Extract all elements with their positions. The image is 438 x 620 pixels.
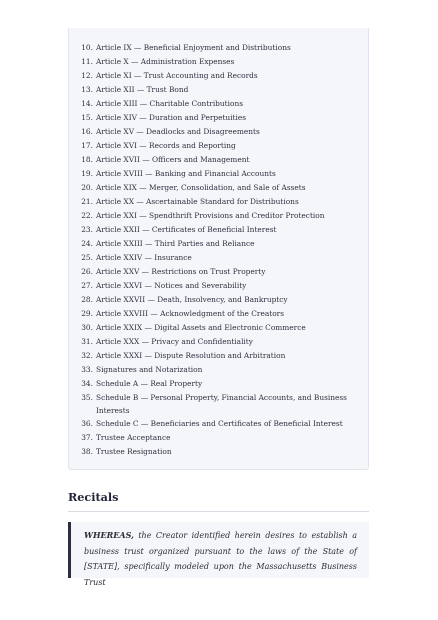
section-divider [68, 511, 369, 512]
toc-item[interactable] [69, 97, 368, 111]
toc-item[interactable] [69, 265, 368, 279]
toc-item-label: Article XXIX — Digital Assets and Electronic Commerce [96, 323, 306, 332]
toc-item[interactable] [69, 153, 368, 167]
toc-item-number: 26. [81, 267, 93, 276]
whereas-keyword: WHEREAS, [84, 530, 134, 540]
toc-item-label: Article XVI — Records and Reporting [96, 141, 236, 150]
toc-item-label: Trustee Resignation [96, 447, 172, 456]
toc-item[interactable] [69, 279, 368, 293]
toc-item[interactable] [69, 293, 368, 307]
toc-item-label: Schedule A — Real Property [96, 379, 203, 388]
toc-item[interactable] [69, 181, 368, 195]
toc-item-label: Article XVII — Officers and Management [96, 155, 250, 164]
toc-item-number: 20. [81, 183, 93, 192]
toc-item-number: 28. [81, 295, 93, 304]
toc-item-label: Schedule C — Beneficiaries and Certificates of Beneficial Interest [96, 419, 343, 428]
toc-item[interactable] [69, 209, 368, 223]
toc-item-label: Article XV — Deadlocks and Disagreements [96, 127, 260, 136]
toc-item-number: 24. [81, 239, 93, 248]
toc-item-label: Article XXV — Restrictions on Trust Property [96, 267, 266, 276]
toc-item[interactable] [69, 41, 368, 55]
toc-item[interactable] [69, 139, 368, 153]
toc-item-label: Article XXIII — Third Parties and Reliance [96, 239, 255, 248]
toc-item-number: 31. [81, 337, 93, 346]
toc-item[interactable] [69, 237, 368, 251]
recitals-paragraph [84, 528, 357, 590]
toc-item[interactable] [69, 363, 368, 377]
toc-item-label: Article XXVI — Notices and Severability [96, 281, 247, 290]
toc-item-number: 25. [81, 253, 93, 262]
toc-item-label: Article XIX — Merger, Consolidation, and Sale of Assets [96, 183, 306, 192]
toc-item-label: Article XXII — Certificates of Beneficial Interest [96, 225, 277, 234]
toc-item-label: Article XXX — Privacy and Confidentiality [96, 337, 253, 346]
toc-item-label: Article XII — Trust Bond [96, 85, 189, 94]
toc-item-label: Article XI — Trust Accounting and Records [96, 71, 258, 80]
toc-item-number: 15. [81, 113, 93, 122]
toc-item-label: Signatures and Notarization [96, 365, 203, 374]
toc-item[interactable] [69, 69, 368, 83]
recitals-blockquote [68, 522, 369, 587]
toc-item[interactable] [69, 391, 368, 417]
toc-item[interactable] [69, 445, 368, 459]
toc-item-label: Article XXVII — Death, Insolvency, and Bankruptcy [96, 295, 288, 304]
toc-item-number: 17. [81, 141, 93, 150]
toc-item-number: 21. [81, 197, 93, 206]
toc-item[interactable] [69, 55, 368, 69]
toc-item-number: 16. [81, 127, 93, 136]
toc-item-number: 38. [81, 447, 93, 456]
toc-item-label: Trustee Acceptance [96, 433, 171, 442]
toc-item[interactable] [69, 431, 368, 445]
toc-item-number: 27. [81, 281, 93, 290]
toc-item-number: 12. [81, 71, 93, 80]
toc-item-number: 30. [81, 323, 93, 332]
toc-item-label: Schedule B — Personal Property, Financial Accounts, and Business Interests [96, 393, 347, 415]
toc-item-number: 37. [81, 433, 93, 442]
toc-item-label: Article XXIV — Insurance [96, 253, 192, 262]
toc-item[interactable] [69, 111, 368, 125]
toc-item-label: Article XXXI — Dispute Resolution and Arbitration [96, 351, 286, 360]
toc-item-number: 22. [81, 211, 93, 220]
toc-item[interactable] [69, 321, 368, 335]
toc-item[interactable] [69, 417, 368, 431]
toc-item[interactable] [69, 195, 368, 209]
toc-item[interactable] [69, 167, 368, 181]
table-of-contents [68, 28, 369, 470]
toc-item-number: 36. [81, 419, 93, 428]
toc-item-label: Article XXVIII — Acknowledgment of the Creators [96, 309, 284, 318]
section-title-recitals: Recitals [68, 490, 119, 504]
toc-item[interactable] [69, 377, 368, 391]
toc-item-label: Article XIII — Charitable Contributions [96, 99, 244, 108]
recitals-text: the Creator identified herein desires to establish a business trust organized pursuant to the laws of the State of [STATE], specifically modeled upon the Massachusetts Business Trust [84, 531, 357, 587]
toc-item-label: Article XX — Ascertainable Standard for Distributions [96, 197, 299, 206]
toc-item-number: 10. [81, 43, 93, 52]
toc-item-number: 19. [81, 169, 93, 178]
toc-item-number: 32. [81, 351, 93, 360]
toc-item-number: 18. [81, 155, 93, 164]
toc-item[interactable] [69, 307, 368, 321]
toc-item[interactable] [69, 335, 368, 349]
toc-item-number: 13. [81, 85, 93, 94]
toc-item-number: 33. [81, 365, 93, 374]
toc-item-label: Article XXI — Spendthrift Provisions and Creditor Protection [96, 211, 325, 220]
toc-item[interactable] [69, 349, 368, 363]
toc-item[interactable] [69, 223, 368, 237]
toc-item-number: 23. [81, 225, 93, 234]
toc-item-number: 29. [81, 309, 93, 318]
toc-item-label: Article IX — Beneficial Enjoyment and Distributions [96, 43, 291, 52]
toc-item[interactable] [69, 83, 368, 97]
toc-item-label: Article X — Administration Expenses [96, 57, 235, 66]
toc-item-number: 14. [81, 99, 93, 108]
toc-item-number: 11. [81, 57, 93, 66]
toc-list [69, 41, 368, 459]
toc-item-label: Article XIV — Duration and Perpetuities [96, 113, 247, 122]
toc-item-label: Article XVIII — Banking and Financial Accounts [96, 169, 276, 178]
toc-item[interactable] [69, 125, 368, 139]
toc-item-number: 34. [81, 379, 93, 388]
toc-item-number: 35. [81, 393, 93, 402]
toc-item[interactable] [69, 251, 368, 265]
